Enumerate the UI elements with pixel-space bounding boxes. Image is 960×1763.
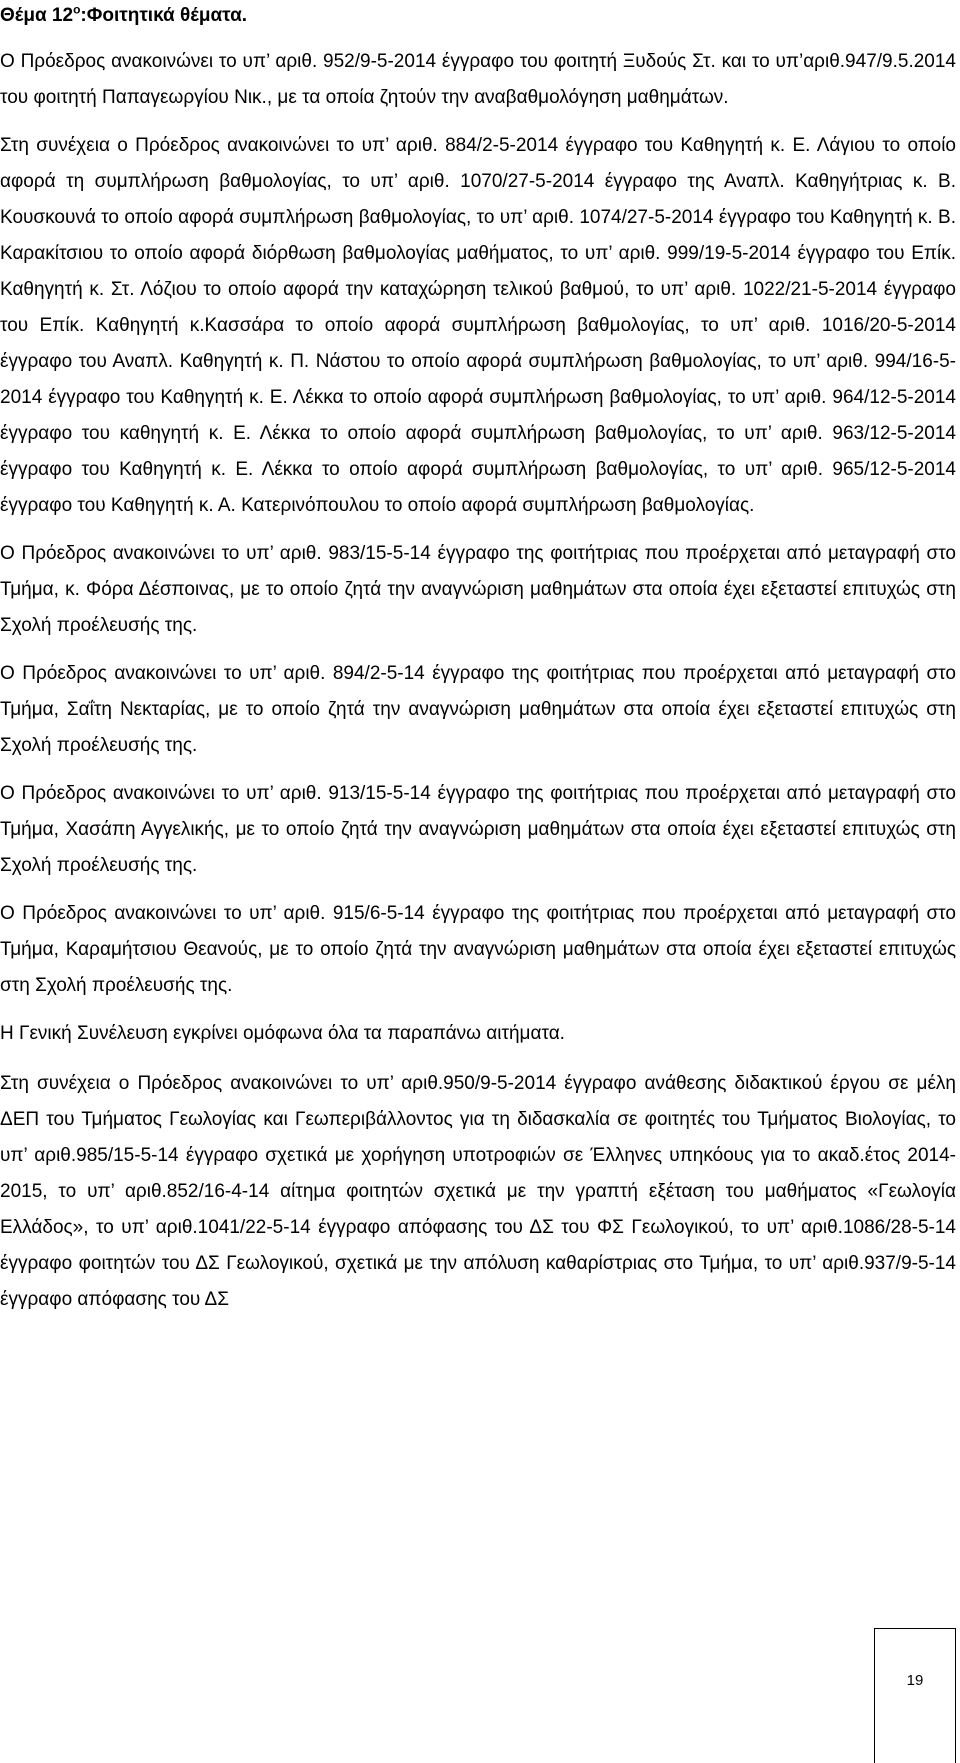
paragraph-transfer-karamitsiou: Ο Πρόεδρος ανακοινώνει το υπ’ αριθ. 915/6-5-14 έγγραφο της φοιτήτριας που προέρχεται από μεταγραφή στο Τμήμα, Καραμήτσιου Θεανούς, με το οποίο ζητά την αναγνώριση μαθημάτων στα οποία έχει εξεταστεί επιτυχώς στη Σχολή προέλευσής της.	[0, 903, 956, 996]
paragraph-grade-review-request: Ο Πρόεδρος ανακοινώνει το υπ’ αριθ. 952/9-5-2014 έγγραφο του φοιτητή Ξυδούς Στ. και το υπ’αριθ.947/9.5.2014 του φοιτητή Παπαγεωργίου Νικ., με τα οποία ζητούν την αναβαθμολόγηση μαθημάτων.	[0, 51, 956, 108]
heading-superscript: ο	[73, 2, 81, 17]
paragraph-transfer-saiti: Ο Πρόεδρος ανακοινώνει το υπ’ αριθ. 894/2-5-14 έγγραφο της φοιτήτριας που προέρχεται από μεταγραφή στο Τμήμα, Σαΐτη Νεκταρίας, με το οποίο ζητά την αναγνώριση μαθημάτων στα οποία έχει εξεταστεί επιτυχώς στη Σχολή προέλευσής της.	[0, 663, 956, 756]
section-heading	[0, 4, 956, 28]
paragraph-grade-completion-documents: Στη συνέχεια ο Πρόεδρος ανακοινώνει το υπ’ αριθ. 884/2-5-2014 έγγραφο του Καθηγητή κ. Ε. Λάγιου το οποίο αφορά τη συμπλήρωση βαθμολογίας, το υπ’ αριθ. 1070/27-5-2014 έγγραφο της Αναπλ. Καθηγήτριας κ. Β. Κουσκουνά το οποίο αφορά συμπλήρωση βαθμολογίας, το υπ’ αριθ. 1074/27-5-2014 έγγραφο του Καθηγητή κ. Β. Καρακίτσιου το οποίο αφορά διόρθωση βαθμολογίας μαθήματος, το υπ’ αριθ. 999/19-5-2014 έγγραφο του Επίκ. Καθηγητή κ. Στ. Λόζιου το οποίο αφορά την καταχώρηση τελικού βαθμού, το υπ’ αριθ. 1022/21-5-2014 έγγραφο του Επίκ. Καθηγητή κ.Κασσάρα το οποίο αφορά συμπλήρωση βαθμολογίας, το υπ’ αριθ. 1016/20-5-2014 έγγραφο του Αναπλ. Καθηγητή κ. Π. Νάστου το οποίο αφορά συμπλήρωση βαθμολογίας, το υπ’ αριθ. 994/16-5-2014 έγγραφο του Καθηγητή κ. Ε. Λέκκα το οποίο αφορά συμπλήρωση βαθμολογίας, το υπ’ αριθ. 964/12-5-2014 έγγραφο του καθηγητή κ. Ε. Λέκκα το οποίο αφορά συμπλήρωση βαθμολογίας, το υπ’ αριθ. 963/12-5-2014 έγγραφο του Καθηγητή κ. Ε. Λέκκα το οποίο αφορά συμπλήρωση βαθμολογίας, το υπ’ αριθ. 965/12-5-2014 έγγραφο του Καθηγητή κ. Α. Κατερινόπουλου το οποίο αφορά συμπλήρωση βαθμολογίας.	[0, 135, 956, 516]
document-body	[0, 4, 956, 1330]
paragraph-assembly-approval: Η Γενική Συνέλευση εγκρίνει ομόφωνα όλα τα παραπάνω αιτήματα.	[0, 1023, 565, 1044]
page-number: 19	[906, 1672, 924, 1689]
paragraph-further-announcements: Στη συνέχεια ο Πρόεδρος ανακοινώνει το υπ’ αριθ.950/9-5-2014 έγγραφο ανάθεσης διδακτικού έργου σε μέλη ΔΕΠ του Τμήματος Γεωλογίας και Γεωπεριβάλλοντος για τη διδασκαλία σε φοιτητές του Τμήματος Βιολογίας, το υπ’ αριθ.985/15-5-14 έγγραφο σχετικά με χορήγηση υποτροφιών σε Έλληνες υπηκόους για το ακαδ.έτος 2014-2015, το υπ’ αριθ.852/16-4-14 αίτημα φοιτητών σχετικά με την γραπτή εξέταση του μαθήματος «Γεωλογία Ελλάδος», το υπ’ αριθ.1041/22-5-14 έγγραφο απόφασης του ΔΣ του ΦΣ Γεωλογικού, το υπ’ αριθ.1086/28-5-14 έγγραφο φοιτητών του ΔΣ Γεωλογικού, σχετικά με την απόλυση καθαρίστριας στο Τμήμα, το υπ’ αριθ.937/9-5-14 έγγραφο απόφασης του ΔΣ	[0, 1073, 956, 1310]
heading-prefix: Θέμα 12	[0, 5, 74, 26]
paragraph-transfer-chasapi: Ο Πρόεδρος ανακοινώνει το υπ’ αριθ. 913/15-5-14 έγγραφο της φοιτήτριας που προέρχεται από μεταγραφή στο Τμήμα, Χασάπη Αγγελικής, με το οποίο ζητά την αναγνώριση μαθημάτων στα οποία έχει εξεταστεί επιτυχώς στη Σχολή προέλευσής της.	[0, 783, 956, 876]
heading-suffix: :Φοιτητικά θέματα.	[80, 5, 248, 26]
paragraph-transfer-fora: Ο Πρόεδρος ανακοινώνει το υπ’ αριθ. 983/15-5-14 έγγραφο της φοιτήτριας που προέρχεται από μεταγραφή στο Τμήμα, κ. Φόρα Δέσποινας, με το οποίο ζητά την αναγνώριση μαθημάτων στα οποία έχει εξεταστεί επιτυχώς στη Σχολή προέλευσής της.	[0, 543, 956, 636]
page-number-box	[874, 1628, 956, 1763]
